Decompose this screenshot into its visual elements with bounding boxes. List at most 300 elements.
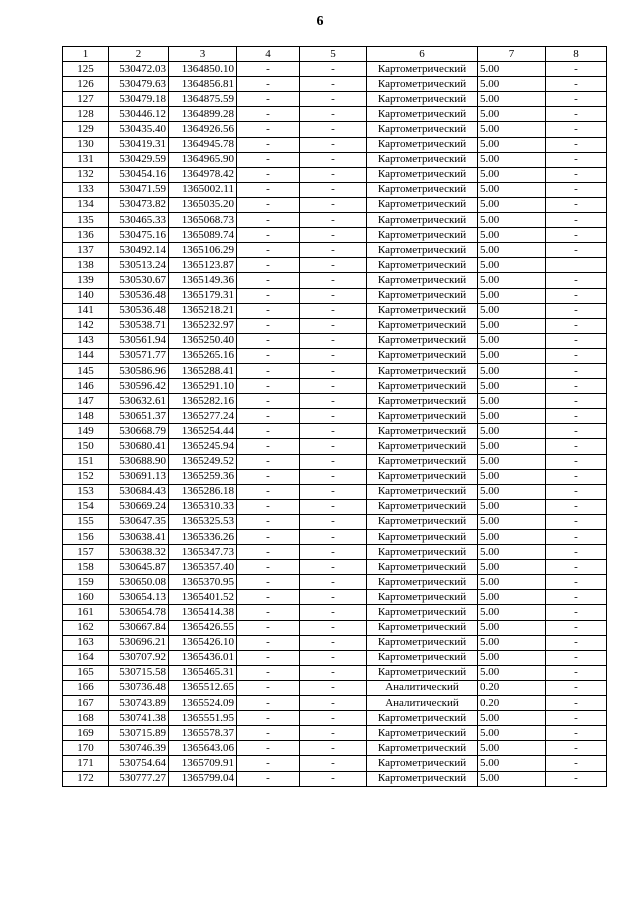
- col8-cell: -: [546, 182, 607, 197]
- col5-cell: -: [300, 771, 367, 786]
- table-row: [63, 665, 607, 680]
- table-row: [63, 258, 607, 273]
- col5-cell: -: [300, 439, 367, 454]
- accuracy-cell: 5.00: [478, 62, 546, 77]
- y-coordinate-cell: 1365265.16: [169, 348, 237, 363]
- table-row: [63, 469, 607, 484]
- table-row: [63, 711, 607, 726]
- col5-cell: -: [300, 484, 367, 499]
- y-coordinate-cell: 1365426.55: [169, 620, 237, 635]
- y-coordinate-cell: 1364945.78: [169, 137, 237, 152]
- point-number-cell: 168: [63, 711, 109, 726]
- col5-cell: -: [300, 333, 367, 348]
- point-number-cell: 131: [63, 152, 109, 167]
- accuracy-cell: 5.00: [478, 741, 546, 756]
- point-number-cell: 142: [63, 318, 109, 333]
- col4-cell: -: [237, 696, 300, 711]
- col8-cell: -: [546, 348, 607, 363]
- accuracy-cell: 5.00: [478, 756, 546, 771]
- accuracy-cell: 5.00: [478, 454, 546, 469]
- accuracy-cell: 5.00: [478, 771, 546, 786]
- point-number-cell: 153: [63, 484, 109, 499]
- col8-cell: -: [546, 379, 607, 394]
- col4-cell: -: [237, 469, 300, 484]
- point-number-cell: 128: [63, 107, 109, 122]
- y-coordinate-cell: 1365288.41: [169, 363, 237, 378]
- col5-cell: -: [300, 590, 367, 605]
- method-cell: Картометрический: [367, 152, 478, 167]
- accuracy-cell: 5.00: [478, 545, 546, 560]
- col4-cell: -: [237, 439, 300, 454]
- accuracy-cell: 5.00: [478, 499, 546, 514]
- col5-cell: -: [300, 92, 367, 107]
- col4-cell: -: [237, 363, 300, 378]
- accuracy-cell: 5.00: [478, 333, 546, 348]
- col5-cell: -: [300, 213, 367, 228]
- col8-cell: -: [546, 741, 607, 756]
- method-cell: Картометрический: [367, 530, 478, 545]
- x-coordinate-cell: 530561.94: [109, 333, 169, 348]
- col5-cell: -: [300, 469, 367, 484]
- col8-cell: -: [546, 484, 607, 499]
- method-cell: Картометрический: [367, 635, 478, 650]
- table-row: [63, 741, 607, 756]
- col8-cell: -: [546, 665, 607, 680]
- accuracy-cell: 5.00: [478, 575, 546, 590]
- col4-cell: -: [237, 107, 300, 122]
- method-cell: Картометрический: [367, 605, 478, 620]
- col5-cell: -: [300, 152, 367, 167]
- table-row: [63, 545, 607, 560]
- col8-cell: -: [546, 152, 607, 167]
- point-number-cell: 133: [63, 182, 109, 197]
- point-number-cell: 137: [63, 243, 109, 258]
- y-coordinate-cell: 1365414.38: [169, 605, 237, 620]
- point-number-cell: 130: [63, 137, 109, 152]
- col5-cell: -: [300, 318, 367, 333]
- col4-cell: -: [237, 92, 300, 107]
- accuracy-cell: 5.00: [478, 469, 546, 484]
- col4-cell: -: [237, 726, 300, 741]
- point-number-cell: 155: [63, 514, 109, 529]
- x-coordinate-cell: 530419.31: [109, 137, 169, 152]
- point-number-cell: 144: [63, 348, 109, 363]
- method-cell: Картометрический: [367, 726, 478, 741]
- col5-cell: -: [300, 258, 367, 273]
- method-cell: Картометрический: [367, 197, 478, 212]
- point-number-cell: 160: [63, 590, 109, 605]
- col4-cell: -: [237, 318, 300, 333]
- point-number-cell: 135: [63, 213, 109, 228]
- col8-cell: -: [546, 288, 607, 303]
- accuracy-cell: 5.00: [478, 605, 546, 620]
- col5-cell: -: [300, 514, 367, 529]
- col8-cell: -: [546, 575, 607, 590]
- y-coordinate-cell: 1365524.09: [169, 696, 237, 711]
- x-coordinate-cell: 530777.27: [109, 771, 169, 786]
- accuracy-cell: 5.00: [478, 348, 546, 363]
- col4-cell: -: [237, 454, 300, 469]
- accuracy-cell: 5.00: [478, 92, 546, 107]
- column-header: 4: [237, 47, 300, 62]
- point-number-cell: 146: [63, 379, 109, 394]
- x-coordinate-cell: 530654.78: [109, 605, 169, 620]
- point-number-cell: 158: [63, 560, 109, 575]
- x-coordinate-cell: 530684.43: [109, 484, 169, 499]
- point-number-cell: 157: [63, 545, 109, 560]
- col5-cell: -: [300, 605, 367, 620]
- x-coordinate-cell: 530651.37: [109, 409, 169, 424]
- y-coordinate-cell: 1365068.73: [169, 213, 237, 228]
- table-row: [63, 318, 607, 333]
- x-coordinate-cell: 530650.08: [109, 575, 169, 590]
- col4-cell: -: [237, 771, 300, 786]
- x-coordinate-cell: 530492.14: [109, 243, 169, 258]
- y-coordinate-cell: 1365512.65: [169, 680, 237, 695]
- col5-cell: -: [300, 530, 367, 545]
- y-coordinate-cell: 1364850.10: [169, 62, 237, 77]
- y-coordinate-cell: 1365218.21: [169, 303, 237, 318]
- method-cell: Картометрический: [367, 258, 478, 273]
- table-row: [63, 228, 607, 243]
- x-coordinate-cell: 530736.48: [109, 680, 169, 695]
- col5-cell: -: [300, 424, 367, 439]
- method-cell: Картометрический: [367, 424, 478, 439]
- method-cell: Картометрический: [367, 137, 478, 152]
- table-row: [63, 650, 607, 665]
- method-cell: Картометрический: [367, 182, 478, 197]
- method-cell: Картометрический: [367, 560, 478, 575]
- col4-cell: -: [237, 605, 300, 620]
- method-cell: Картометрический: [367, 439, 478, 454]
- point-number-cell: 129: [63, 122, 109, 137]
- y-coordinate-cell: 1365245.94: [169, 439, 237, 454]
- x-coordinate-cell: 530475.16: [109, 228, 169, 243]
- table-header-row: [63, 47, 607, 62]
- col4-cell: -: [237, 620, 300, 635]
- method-cell: Аналитический: [367, 680, 478, 695]
- table-row: [63, 696, 607, 711]
- table-row: [63, 122, 607, 137]
- accuracy-cell: 5.00: [478, 620, 546, 635]
- table-row: [63, 409, 607, 424]
- col4-cell: -: [237, 197, 300, 212]
- col4-cell: -: [237, 545, 300, 560]
- table-row: [63, 514, 607, 529]
- col8-cell: -: [546, 635, 607, 650]
- accuracy-cell: 5.00: [478, 288, 546, 303]
- col5-cell: -: [300, 560, 367, 575]
- accuracy-cell: 5.00: [478, 560, 546, 575]
- x-coordinate-cell: 530530.67: [109, 273, 169, 288]
- table-row: [63, 620, 607, 635]
- method-cell: Картометрический: [367, 454, 478, 469]
- col4-cell: -: [237, 560, 300, 575]
- method-cell: Картометрический: [367, 363, 478, 378]
- table-row: [63, 394, 607, 409]
- accuracy-cell: 5.00: [478, 514, 546, 529]
- col8-cell: -: [546, 424, 607, 439]
- col5-cell: -: [300, 620, 367, 635]
- table-row: [63, 288, 607, 303]
- x-coordinate-cell: 530596.42: [109, 379, 169, 394]
- accuracy-cell: 5.00: [478, 394, 546, 409]
- accuracy-cell: 5.00: [478, 363, 546, 378]
- y-coordinate-cell: 1365282.16: [169, 394, 237, 409]
- col5-cell: -: [300, 122, 367, 137]
- accuracy-cell: 5.00: [478, 303, 546, 318]
- table-row: [63, 590, 607, 605]
- point-number-cell: 136: [63, 228, 109, 243]
- table-row: [63, 167, 607, 182]
- accuracy-cell: 5.00: [478, 273, 546, 288]
- y-coordinate-cell: 1365286.18: [169, 484, 237, 499]
- accuracy-cell: 5.00: [478, 213, 546, 228]
- col5-cell: -: [300, 741, 367, 756]
- point-number-cell: 150: [63, 439, 109, 454]
- accuracy-cell: 5.00: [478, 197, 546, 212]
- method-cell: Картометрический: [367, 243, 478, 258]
- x-coordinate-cell: 530465.33: [109, 213, 169, 228]
- col4-cell: -: [237, 62, 300, 77]
- table-row: [63, 273, 607, 288]
- y-coordinate-cell: 1365347.73: [169, 545, 237, 560]
- y-coordinate-cell: 1365089.74: [169, 228, 237, 243]
- point-number-cell: 172: [63, 771, 109, 786]
- col4-cell: -: [237, 530, 300, 545]
- accuracy-cell: 5.00: [478, 439, 546, 454]
- col5-cell: -: [300, 228, 367, 243]
- method-cell: Картометрический: [367, 590, 478, 605]
- y-coordinate-cell: 1365254.44: [169, 424, 237, 439]
- col5-cell: -: [300, 394, 367, 409]
- accuracy-cell: 5.00: [478, 318, 546, 333]
- col4-cell: -: [237, 167, 300, 182]
- col4-cell: -: [237, 665, 300, 680]
- column-header: 5: [300, 47, 367, 62]
- y-coordinate-cell: 1365643.06: [169, 741, 237, 756]
- accuracy-cell: 5.00: [478, 152, 546, 167]
- col4-cell: -: [237, 348, 300, 363]
- table-row: [63, 77, 607, 92]
- col4-cell: -: [237, 288, 300, 303]
- y-coordinate-cell: 1365277.24: [169, 409, 237, 424]
- x-coordinate-cell: 530691.13: [109, 469, 169, 484]
- col4-cell: -: [237, 590, 300, 605]
- col8-cell: -: [546, 560, 607, 575]
- y-coordinate-cell: 1365426.10: [169, 635, 237, 650]
- y-coordinate-cell: 1365291.10: [169, 379, 237, 394]
- accuracy-cell: 5.00: [478, 137, 546, 152]
- table-row: [63, 424, 607, 439]
- x-coordinate-cell: 530638.41: [109, 530, 169, 545]
- x-coordinate-cell: 530647.35: [109, 514, 169, 529]
- accuracy-cell: 5.00: [478, 167, 546, 182]
- col8-cell: -: [546, 771, 607, 786]
- col8-cell: -: [546, 545, 607, 560]
- col8-cell: [546, 258, 607, 273]
- col8-cell: -: [546, 363, 607, 378]
- point-number-cell: 138: [63, 258, 109, 273]
- col5-cell: -: [300, 635, 367, 650]
- point-number-cell: 126: [63, 77, 109, 92]
- table-row: [63, 137, 607, 152]
- method-cell: Картометрический: [367, 409, 478, 424]
- method-cell: Картометрический: [367, 62, 478, 77]
- point-number-cell: 134: [63, 197, 109, 212]
- point-number-cell: 165: [63, 665, 109, 680]
- y-coordinate-cell: 1364875.59: [169, 92, 237, 107]
- table-row: [63, 726, 607, 741]
- y-coordinate-cell: 1365709.91: [169, 756, 237, 771]
- col4-cell: -: [237, 394, 300, 409]
- x-coordinate-cell: 530586.96: [109, 363, 169, 378]
- x-coordinate-cell: 530743.89: [109, 696, 169, 711]
- method-cell: Картометрический: [367, 499, 478, 514]
- x-coordinate-cell: 530473.82: [109, 197, 169, 212]
- x-coordinate-cell: 530696.21: [109, 635, 169, 650]
- table-row: [63, 379, 607, 394]
- col8-cell: -: [546, 318, 607, 333]
- x-coordinate-cell: 530715.89: [109, 726, 169, 741]
- y-coordinate-cell: 1365551.95: [169, 711, 237, 726]
- col5-cell: -: [300, 409, 367, 424]
- col4-cell: -: [237, 77, 300, 92]
- y-coordinate-cell: 1365357.40: [169, 560, 237, 575]
- accuracy-cell: 5.00: [478, 258, 546, 273]
- col8-cell: -: [546, 680, 607, 695]
- method-cell: Картометрический: [367, 771, 478, 786]
- y-coordinate-cell: 1365249.52: [169, 454, 237, 469]
- y-coordinate-cell: 1365310.33: [169, 499, 237, 514]
- col8-cell: -: [546, 696, 607, 711]
- table-row: [63, 439, 607, 454]
- col8-cell: -: [546, 439, 607, 454]
- table-row: [63, 303, 607, 318]
- col4-cell: -: [237, 424, 300, 439]
- accuracy-cell: 5.00: [478, 107, 546, 122]
- accuracy-cell: 5.00: [478, 484, 546, 499]
- table-row: [63, 454, 607, 469]
- col4-cell: -: [237, 333, 300, 348]
- col5-cell: -: [300, 243, 367, 258]
- col8-cell: -: [546, 273, 607, 288]
- table-row: [63, 107, 607, 122]
- y-coordinate-cell: 1365250.40: [169, 333, 237, 348]
- point-number-cell: 143: [63, 333, 109, 348]
- method-cell: Картометрический: [367, 318, 478, 333]
- table-row: [63, 62, 607, 77]
- col4-cell: -: [237, 756, 300, 771]
- col4-cell: -: [237, 137, 300, 152]
- table-row: [63, 92, 607, 107]
- accuracy-cell: 5.00: [478, 379, 546, 394]
- y-coordinate-cell: 1364965.90: [169, 152, 237, 167]
- y-coordinate-cell: 1365259.36: [169, 469, 237, 484]
- table-row: [63, 771, 607, 786]
- x-coordinate-cell: 530707.92: [109, 650, 169, 665]
- x-coordinate-cell: 530668.79: [109, 424, 169, 439]
- y-coordinate-cell: 1365106.29: [169, 243, 237, 258]
- y-coordinate-cell: 1365179.31: [169, 288, 237, 303]
- y-coordinate-cell: 1364926.56: [169, 122, 237, 137]
- x-coordinate-cell: 530645.87: [109, 560, 169, 575]
- accuracy-cell: 5.00: [478, 635, 546, 650]
- point-number-cell: 164: [63, 650, 109, 665]
- col4-cell: -: [237, 484, 300, 499]
- col8-cell: -: [546, 590, 607, 605]
- col4-cell: -: [237, 243, 300, 258]
- method-cell: Аналитический: [367, 696, 478, 711]
- x-coordinate-cell: 530536.48: [109, 288, 169, 303]
- col5-cell: -: [300, 348, 367, 363]
- col8-cell: -: [546, 107, 607, 122]
- point-number-cell: 166: [63, 680, 109, 695]
- col8-cell: -: [546, 122, 607, 137]
- accuracy-cell: 5.00: [478, 424, 546, 439]
- x-coordinate-cell: 530536.48: [109, 303, 169, 318]
- col8-cell: -: [546, 243, 607, 258]
- col5-cell: -: [300, 711, 367, 726]
- col5-cell: -: [300, 650, 367, 665]
- x-coordinate-cell: 530688.90: [109, 454, 169, 469]
- x-coordinate-cell: 530429.59: [109, 152, 169, 167]
- accuracy-cell: 0.20: [478, 696, 546, 711]
- col4-cell: -: [237, 741, 300, 756]
- method-cell: Картометрический: [367, 167, 478, 182]
- table-row: [63, 152, 607, 167]
- method-cell: Картометрический: [367, 303, 478, 318]
- col5-cell: -: [300, 182, 367, 197]
- method-cell: Картометрический: [367, 213, 478, 228]
- table-row: [63, 530, 607, 545]
- point-number-cell: 140: [63, 288, 109, 303]
- column-header: 2: [109, 47, 169, 62]
- x-coordinate-cell: 530638.32: [109, 545, 169, 560]
- col8-cell: -: [546, 77, 607, 92]
- table-row: [63, 243, 607, 258]
- col4-cell: -: [237, 213, 300, 228]
- table-row: [63, 333, 607, 348]
- col5-cell: -: [300, 197, 367, 212]
- coordinates-table: [62, 46, 607, 787]
- table-row: [63, 635, 607, 650]
- x-coordinate-cell: 530472.03: [109, 62, 169, 77]
- accuracy-cell: 5.00: [478, 530, 546, 545]
- table-row: [63, 605, 607, 620]
- col8-cell: -: [546, 650, 607, 665]
- col8-cell: -: [546, 620, 607, 635]
- y-coordinate-cell: 1365436.01: [169, 650, 237, 665]
- point-number-cell: 139: [63, 273, 109, 288]
- x-coordinate-cell: 530446.12: [109, 107, 169, 122]
- col4-cell: -: [237, 711, 300, 726]
- point-number-cell: 161: [63, 605, 109, 620]
- table-body: [63, 62, 607, 787]
- x-coordinate-cell: 530667.84: [109, 620, 169, 635]
- method-cell: Картометрический: [367, 665, 478, 680]
- col5-cell: -: [300, 273, 367, 288]
- col8-cell: -: [546, 711, 607, 726]
- method-cell: Картометрический: [367, 514, 478, 529]
- col8-cell: -: [546, 756, 607, 771]
- point-number-cell: 148: [63, 409, 109, 424]
- y-coordinate-cell: 1364856.81: [169, 77, 237, 92]
- table-row: [63, 499, 607, 514]
- x-coordinate-cell: 530669.24: [109, 499, 169, 514]
- y-coordinate-cell: 1364899.28: [169, 107, 237, 122]
- point-number-cell: 127: [63, 92, 109, 107]
